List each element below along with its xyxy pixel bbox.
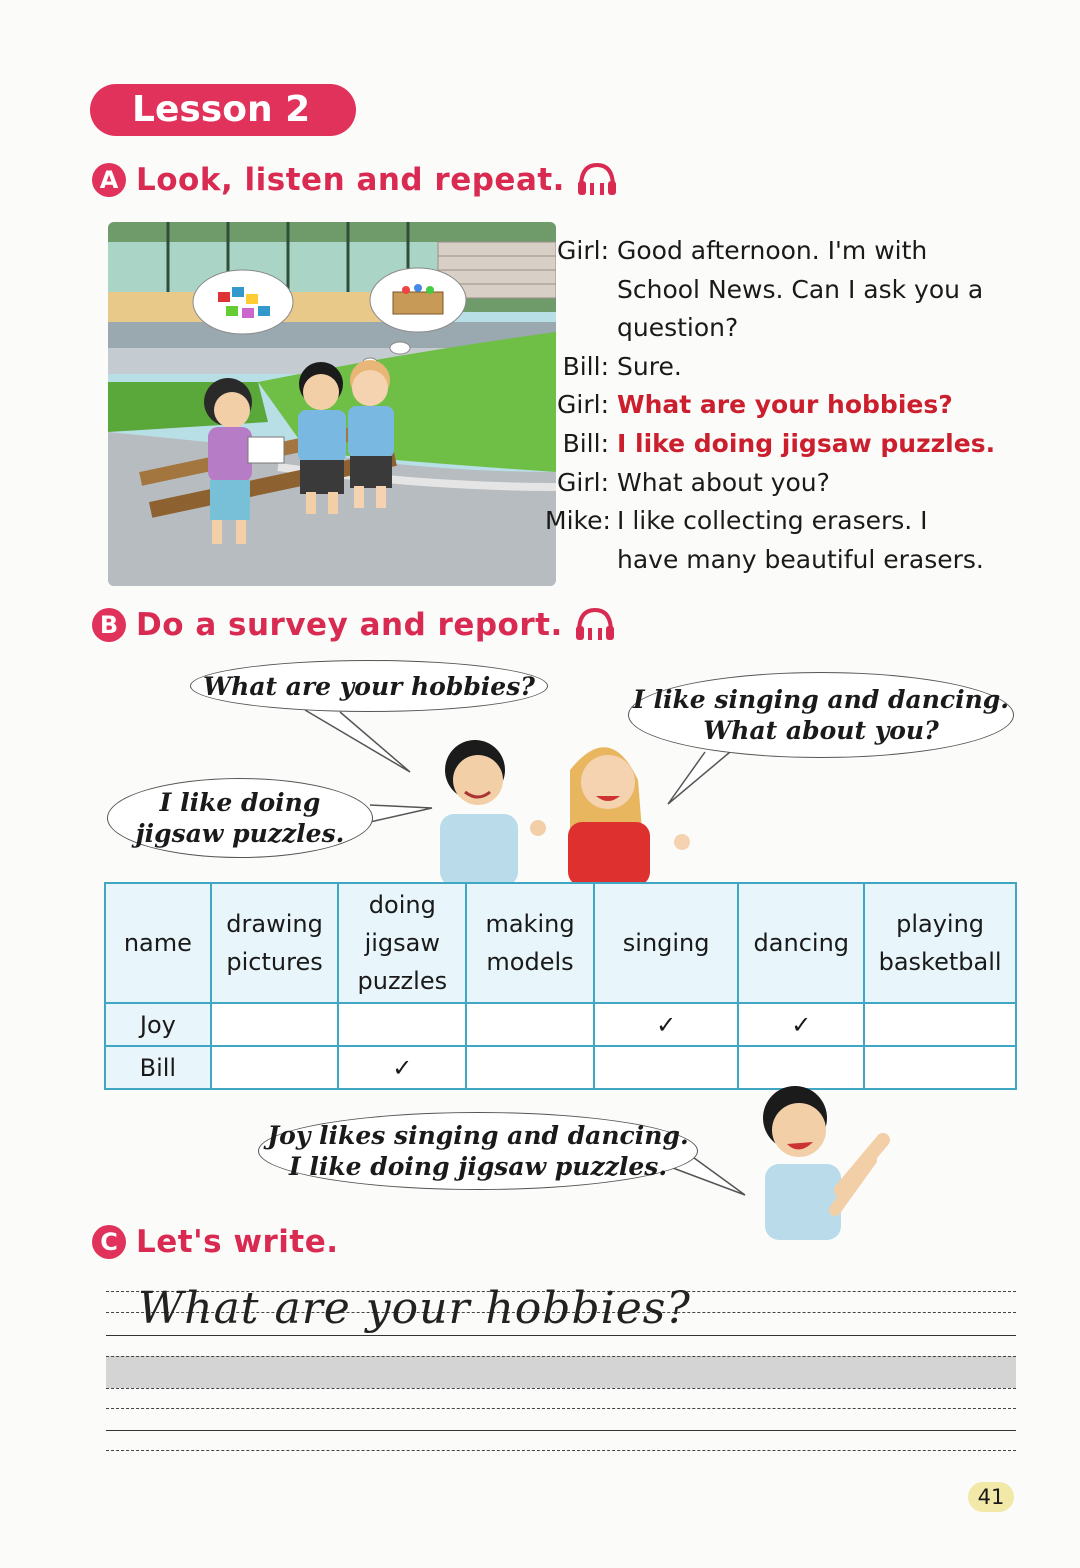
- speaker: Girl:: [557, 236, 609, 265]
- speech-bubble-answer-bill: I like doing jigsaw puzzles.: [107, 778, 373, 858]
- speaker: Bill:: [562, 428, 609, 458]
- name-cell: Joy: [105, 1003, 211, 1046]
- speaker: Girl:: [557, 390, 609, 420]
- section-c-letter: C: [92, 1225, 126, 1259]
- name-cell: Bill: [105, 1046, 211, 1089]
- speaker: Mike:: [545, 506, 611, 536]
- speech-text: have many beautiful erasers.: [617, 544, 984, 574]
- table-header: singing: [594, 883, 739, 1003]
- table-header: dancing: [738, 883, 864, 1003]
- survey-table: [104, 882, 1017, 1090]
- section-a-letter: A: [92, 163, 126, 197]
- handwriting-example: What are your hobbies?: [138, 1283, 691, 1334]
- survey-children-illustration: [420, 730, 710, 886]
- speech-text: question?: [617, 313, 739, 343]
- speech-text: Good afternoon. I'm with: [617, 236, 928, 265]
- table-cell[interactable]: [466, 1046, 594, 1089]
- writing-line: [106, 1388, 1016, 1389]
- lesson-title: Lesson 2: [90, 84, 356, 136]
- section-b-title: Do a survey and report.: [136, 607, 563, 643]
- table-header: name: [105, 883, 211, 1003]
- table-header: doing jigsaw puzzles: [338, 883, 466, 1003]
- speaker: Bill:: [562, 351, 609, 381]
- speech-bubble-answer-joy: I like singing and dancing. What about you?: [628, 672, 1014, 758]
- speech-text: What about you?: [617, 467, 830, 497]
- table-cell[interactable]: ✓: [738, 1003, 864, 1046]
- table-cell[interactable]: ✓: [594, 1003, 739, 1046]
- speech-text: Sure.: [617, 351, 682, 381]
- key-sentence: What are your hobbies?: [617, 390, 953, 420]
- writing-line[interactable]: [106, 1450, 1016, 1451]
- table-header: drawing pictures: [211, 883, 339, 1003]
- section-c-title: Let's write.: [136, 1224, 339, 1260]
- table-cell[interactable]: [338, 1003, 466, 1046]
- speech-bubble-report: Joy likes singing and dancing. I like doing jigsaw puzzles.: [258, 1112, 698, 1190]
- reporting-boy-illustration: [745, 1080, 905, 1240]
- section-b-letter: B: [92, 608, 126, 642]
- writing-line: [106, 1356, 1016, 1357]
- table-header-row: [105, 883, 1016, 1003]
- key-sentence: I like doing jigsaw puzzles.: [617, 428, 996, 458]
- table-row: [105, 1003, 1016, 1046]
- writing-line[interactable]: [106, 1408, 1016, 1409]
- table-cell[interactable]: [211, 1003, 339, 1046]
- table-cell[interactable]: [466, 1003, 594, 1046]
- writing-baseline[interactable]: [106, 1430, 1016, 1431]
- table-header: making models: [466, 883, 594, 1003]
- writing-shaded-band: [106, 1356, 1016, 1388]
- speech-text: I like collecting erasers. I: [617, 506, 928, 536]
- page-number: 41: [968, 1482, 1014, 1512]
- section-c-heading: [92, 1224, 339, 1260]
- table-cell[interactable]: [211, 1046, 339, 1089]
- table-cell[interactable]: ✓: [338, 1046, 466, 1089]
- speech-text: School News. Can I ask you a: [617, 274, 984, 304]
- table-cell[interactable]: [594, 1046, 739, 1089]
- speech-bubble-question: What are your hobbies?: [190, 660, 548, 712]
- table-cell[interactable]: [864, 1003, 1016, 1046]
- table-header: playing basketball: [864, 883, 1016, 1003]
- writing-baseline: [106, 1335, 1016, 1336]
- section-a-title: Look, listen and repeat.: [136, 162, 565, 198]
- speaker: Girl:: [557, 467, 609, 497]
